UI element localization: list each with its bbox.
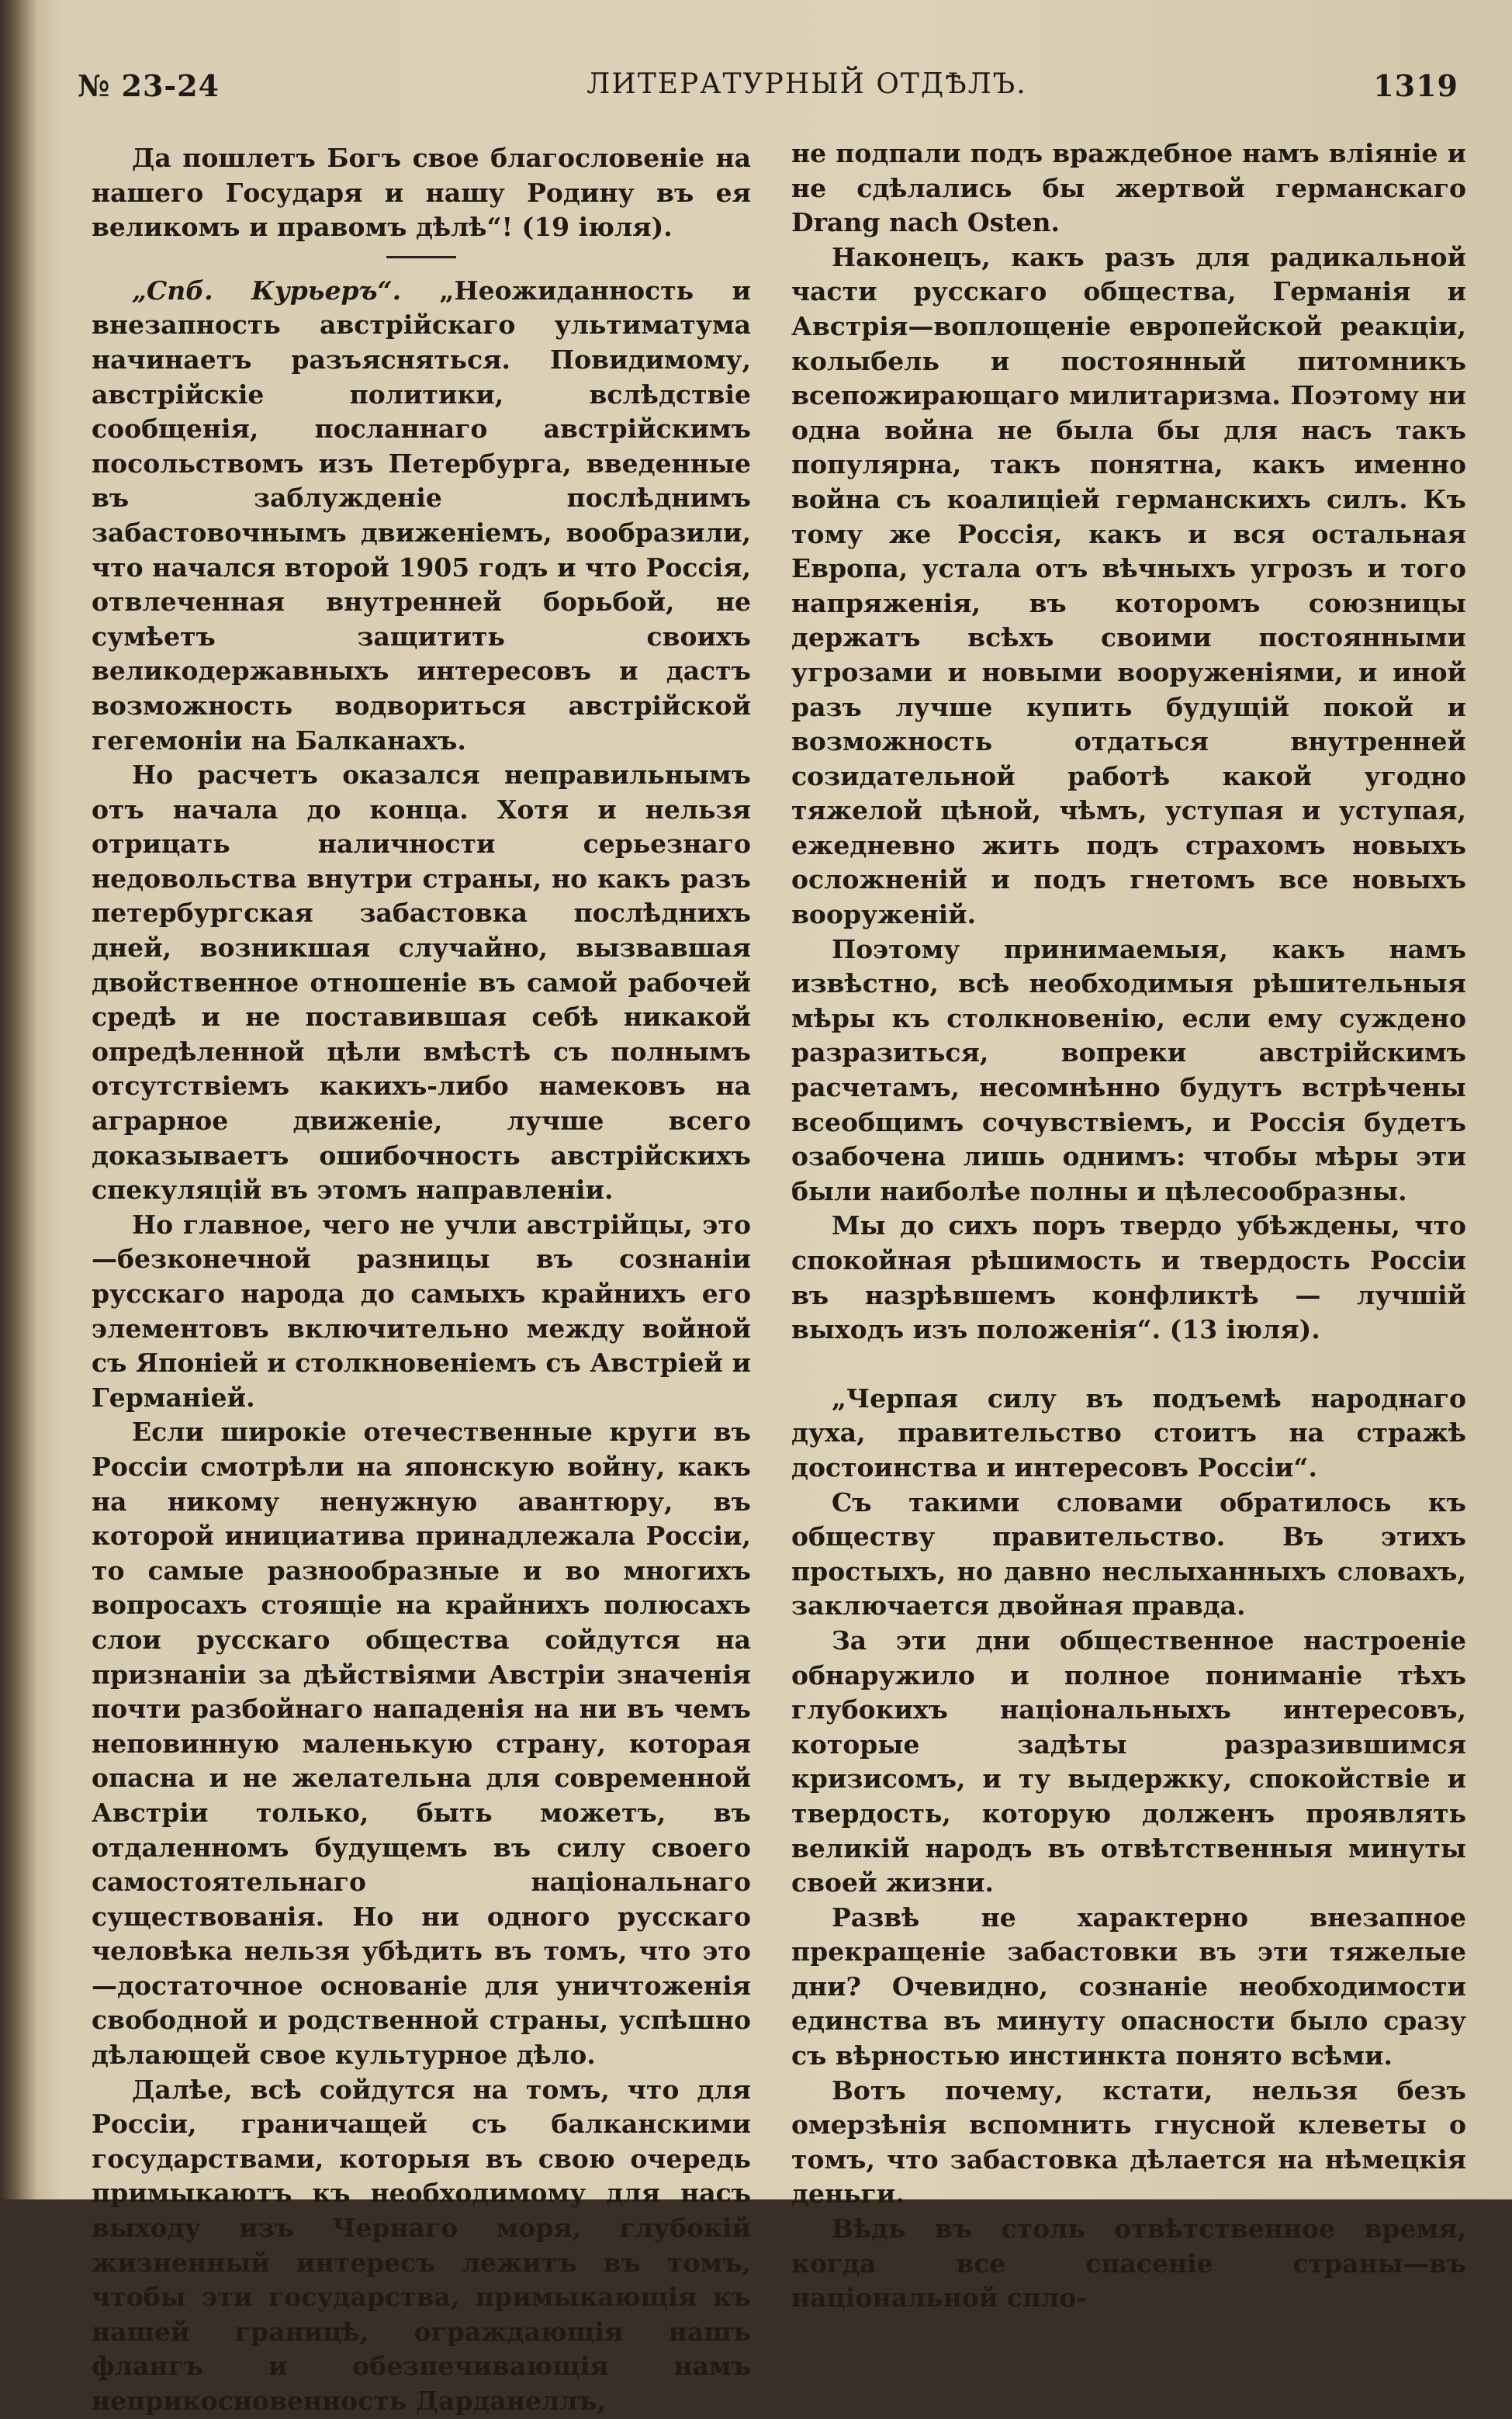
newspaper-source: „Спб. Курьеръ“. xyxy=(132,275,402,306)
paragraph: Съ такими словами обратилось къ обществу правительство. Въ этихъ простыхъ, но давно неслыханныхъ словахъ, заключается двойная правда. xyxy=(791,1486,1466,1621)
paragraph: Вѣдь въ столь отвѣтственное время, когда все спасенiе страны—въ нацiональной спло- xyxy=(791,2213,1466,2313)
paragraph: Но главное, чего не учли австрiйцы, это—безконечной разницы въ сознанiи русскаго народа до самыхъ крайнихъ его элементовъ включительно между войной съ Японiей и столкновенiемъ съ Австрiей и Германiей. xyxy=(92,1209,751,1413)
paragraph: Далѣе, всѣ сойдутся на томъ, что для Россiи, граничащей съ балканскими государствами, которыя въ свою очередь примыкаютъ къ необходимому для насъ выходу изъ Чернаго моря, глубокiй жизненный интересъ лежитъ въ томъ, чтобы эти государства, примыкающiя къ нашей границѣ, ограждающiя нашъ флангъ и обезпечивающiя намъ неприкосновенность Дарданеллъ, xyxy=(92,2074,751,2416)
left-column xyxy=(92,141,751,2419)
right-column xyxy=(791,137,1466,2316)
issue-number: № 23-24 xyxy=(78,68,220,103)
paragraph: Развѣ не характерно внезапное прекращенiе забастовки въ эти тяжелые дни? Очевидно, сознанiе необходимости единства въ минуту опасности было сразу съ вѣрностью инстинкта понято всѣми. xyxy=(791,1902,1466,2071)
paragraph xyxy=(92,274,751,758)
page-header xyxy=(78,68,1458,107)
paragraph: Наконецъ, какъ разъ для радикальной части русскаго общества, Германiя и Австрiя—воплощенiе европейской реакцiи, колыбель и постоянный питомникъ всепожирающаго милитаризма. Поэтому ни одна война не была бы для насъ такъ популярна, такъ понятна, какъ именно война съ коалицiей германскихъ силъ. Къ тому же Россiя, какъ и вся остальная Европа, устала отъ вѣчныхъ угрозъ и того напряженiя, въ которомъ союзницы держатъ всѣхъ своими постоянными угрозами и новыми вооруженiями, и иной разъ лучше купить будущiй покой и возможность отдаться внутренней созидательной работѣ какой угодно тяжелой цѣной, чѣмъ, уступая и уступая, ежедневно жить подъ страхомъ новыхъ осложненiй и подъ гнетомъ все новыхъ вооруженiй. xyxy=(791,241,1466,930)
paragraph: не подпали подъ враждебное намъ влiянiе и не сдѣлались бы жертвой германскаго Drang nach Osten. xyxy=(791,138,1466,238)
paragraph: Мы до сихъ поръ твердо убѣждены, что спокойная рѣшимость и твердость Россiи въ назрѣвшемъ конфликтѣ — лучшiй выходъ изъ положенiя“. (13 iюля). xyxy=(791,1210,1466,1345)
paragraph: Поэтому принимаемыя, какъ намъ извѣстно, всѣ необходимыя рѣшительныя мѣры къ столкновенiю, если ему суждено разразиться, вопреки австрiйскимъ расчетамъ, несомнѣнно будутъ встрѣчены всеобщимъ сочувствiемъ, и Россiя будетъ озабочена лишь однимъ: чтобы мѣры эти были наиболѣе полны и цѣлесообразны. xyxy=(791,933,1466,1206)
paragraph-text: „Неожиданность и внезапность австрiйскаго ультиматума начинаетъ разъясняться. Повидимому, австрiйскiе политики, вслѣдствiе сообщенiя, посланнаго австрiйскимъ посольствомъ изъ Петербурга, введенные въ заблужденiе послѣднимъ забастовочнымъ движенiемъ, вообразили, что начался второй 1905 годъ и что Россiя, отвлеченная внутренней борьбой, не сумѣетъ защитить своихъ великодержавныхъ интересовъ и дастъ возможность водвориться австрiйской гегемонiи на Балканахъ. xyxy=(92,275,751,756)
section-title: ЛИТЕРАТУРНЫЙ ОТДѢЛЪ. xyxy=(586,68,1027,100)
paragraph: „Черпая силу въ подъемѣ народнаго духа, правительство стоитъ на стражѣ достоинства и интересовъ Россiи“. xyxy=(791,1383,1466,1483)
paragraph: Но расчетъ оказался неправильнымъ отъ начала до конца. Хотя и нельзя отрицать наличности серьезнаго недовольства внутри страны, но какъ разъ петербургская забастовка послѣднихъ дней, возникшая случайно, вызвавшая двойственное отношенiе въ самой рабочей средѣ и не поставившая себѣ никакой опредѣленной цѣли вмѣстѣ съ полнымъ отсутствiемъ какихъ-либо намековъ на аграрное движенiе, лучше всего доказываетъ ошибочность австрiйскихъ спекуляцiй въ этомъ направленiи. xyxy=(92,760,751,1206)
paragraph: За эти дни общественное настроенiе обнаружило и полное пониманiе тѣхъ глубокихъ нацiональныхъ интересовъ, которые задѣты разразившимся кризисомъ, и ту выдержку, спокойствiе и твердость, которую долженъ проявлять великiй народъ въ отвѣтственныя минуты своей жизни. xyxy=(791,1625,1466,1898)
paragraph: Да пошлетъ Богъ свое благословенiе на нашего Государя и нашу Родину въ ея великомъ и правомъ дѣлѣ“! (19 iюля). xyxy=(92,143,751,243)
page-number: 1319 xyxy=(1373,68,1458,103)
paragraph: Вотъ почему, кстати, нельзя безъ омерзѣнiя вспомнить гнусной клеветы о томъ, что забастовка дѣлается на нѣмецкiя деньги. xyxy=(791,2075,1466,2210)
separator-rule xyxy=(386,256,456,258)
paragraph: Если широкiе отечественные круги въ Россiи смотрѣли на японскую войну, какъ на никому ненужную авантюру, въ которой инициатива принадлежала Россiи, то самые разнообразные и во многихъ вопросахъ стоящiе на крайнихъ полюсахъ слои русскаго общества сойдутся на признанiи за дѣйствiями Австрiи значенiя почти разбойнаго нападенiя на ни въ чемъ неповинную маленькую страну, которая опасна и не желательна для современной Австрiи только, быть можетъ, въ отдаленномъ будущемъ въ силу своего самостоятельнаго нацiональнаго существованiя. Но ни одного русскаго человѣка нельзя убѣдить въ томъ, что это—достаточное основанiе для уничтоженiя свободной и родственной страны, успѣшно дѣлающей свое культурное дѣло. xyxy=(92,1417,751,2071)
section-gap xyxy=(791,1348,1466,1382)
